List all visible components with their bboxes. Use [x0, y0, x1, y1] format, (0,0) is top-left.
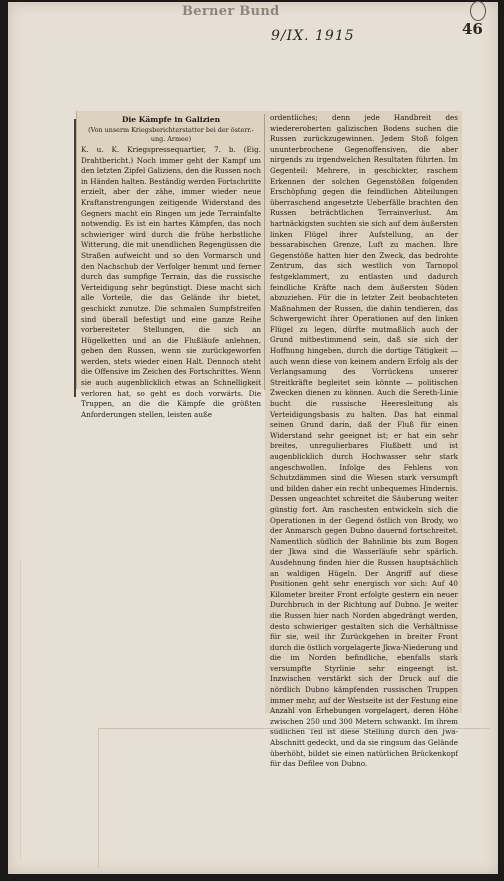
paper-crease — [20, 560, 21, 860]
mount-fold-horizontal — [98, 728, 490, 729]
article-left-column — [81, 114, 261, 420]
page-number: 46 — [462, 20, 483, 38]
article-left-text: K. u. K. Kriegspressequartier, 7. b. (Eig. Drahtbericht.) Noch immer geht der Kampf um den letzten Zipfel Galiziens, den die Russen noch in Händen halten. Beständig werden Fortschritte erzielt, aber der zähe, immer wieder neue Kraftanstrengungen zeitigende Widerstand des Gegners macht ein Ringen um jede Terrainfalte notwendig. Es ist ein hartes Kämpfen, das noch schwieriger wird durch die frühe herbstliche Witterung, die mit unendlichen Regengüssen die Straßen aufweicht und so den Vormarsch und den Nachschub der Verfolger hemmt und ferner durch das sumpfige Terrain, das die russische Verteidigung sehr begünstigt. Diese macht sich alle Vorteile, die das Gelände ihr bietet, geschickt zunutze. Die schmalen Sumpfstreifen sind überall befestigt und eine ganze Reihe vorbereiteter Stellungen, die sich an Hügelketten und an die Flußläufe anlehnen, geben den Russen, wenn sie zurückgeworfen werden, stets wieder einen Halt. Dennoch steht die Offensive im Zeichen des Fortschrittes. Wenn sie auch augenblicklich etwas an Schnelligkeit verloren hat, so geht es doch vorwärts. Die Truppen, an die die Kämpfe die größten Anforderungen stellen, leisten auße — [81, 145, 261, 419]
mount-fold-vertical — [98, 728, 99, 868]
article-headline: Die Kämpfe in Galizien — [121, 115, 221, 124]
article-right-column — [270, 113, 458, 770]
article-byline: (Von unserm Kriegsberichterstatter bei der österr.-ung. Armee) — [88, 126, 254, 143]
archive-stamp: Berner Bund — [182, 4, 280, 19]
pencil-mark-circle — [470, 1, 486, 21]
column-divider — [264, 114, 265, 390]
article-right-text: ordentliches; denn jede Handbreit des wiedereroberten galizischen Bodens suchen die Russen zurückzugewinnen. Jedem Stoß folgen ununterbrochene Gegenoffensiven, die aber nirgends zu irgendwelchen Resultaten führten. Im Gegenteil: Mehrere, in geschickter, raschem Erkennen der solchen Gegenstößen folgenden Erschöpfung gegen die feindlichen Abteilungen überraschend angesetzte Ueberfälle brachten den Russen beträchtlichen Terrainverlust. Am hartnäckigsten suchten sie sich auf dem äußersten linken Flügel ihrer Aufstellung, an der bessarabischen Grenze, Luft zu machen. Ihre Gegenstöße hatten hier den Zweck, das bedrohte Zentrum, das sich westlich von Tarnopol festgeklammert, zu entlasten und dadurch feindliche Kräfte nach dem äußersten Süden abzuziehen. Für die in letzter Zeit beobachteten Maßnahmen der Russen, die dahin tendieren, das Schwergewicht ihrer Operationen auf den linken Flügel zu legen, dürfte mutmaßlich auch der Grund mitbestimmend sein, daß sie sich der Hoffnung hingeben, durch die dortige Tätigkeit — auch wenn diese von keinem andern Erfolg als der Verlangsamung des Vorrückens unserer Streitkräfte begleitet sein könnte — politischen Zwecken dienen zu können. Auch die Sereth-Linie bucht die russische Heeresleitung als Verteidigungsbasis zu halten. Das hat einmal seinen Grund darin, daß der Fluß für einen Widerstand sehr geeignet ist; er hat ein sehr breites, unregulierbares Flußbett und ist augenblicklich durch Hochwasser sehr stark angeschwollen. Infolge des Fehlens von Schutzdämmen sind die Wiesen stark versumpft und bilden daher ein recht unbequemes Hindernis. Dessen ungeachtet schreitet die Säuberung weiter günstig fort. Am raschesten entwickeln sich die Operationen in der Gegend östlich von Brody, wo der Anmarsch gegen Dubno dauernd fortschreitet. Namentlich südlich der Bahnlinie bis zum Bogen der Jkwa sind die Wasserläufe sehr spärlich. Ausdehnung finden hier die Russen hauptsächlich an waldigen Hügeln. Der Angriff auf diese Positionen geht sehr energisch vor sich: Auf 40 Kilometer breiter Front erfolgte gestern ein neuer Durchbruch in der Richtung auf Dubno. Je weiter die Russen hier nach Norden abgedrängt werden, desto schwieriger gestalten sich die Verhältnisse für sie, weil ihr Zurückgehen in breiter Front durch die östlich vorgelagerte Jkwa-Niederung und die im Norden befindliche, ebenfalls stark versumpfte Styrlinie sehr eingeengt ist. Inzwischen verstärkt sich der Druck auf die nördlich Dubno kämpfenden russischen Truppen immer mehr, auf der Westseite ist der Festung eine Anzahl von Erhebungen vorgelagert, deren Höhe zwischen 250 und 300 Metern schwankt. Im ihrem südlichen Teil ist diese Stellung durch den Jwa-Abschnitt gedeckt, und da sie ringsum das Gelände überhöht, bildet sie einen natürlichen Brückenkopf für das Defilee von Dubno. — [270, 113, 458, 769]
handwritten-date: 9/IX. 1915 — [271, 28, 355, 44]
clipping-shadow-edge — [74, 119, 76, 397]
